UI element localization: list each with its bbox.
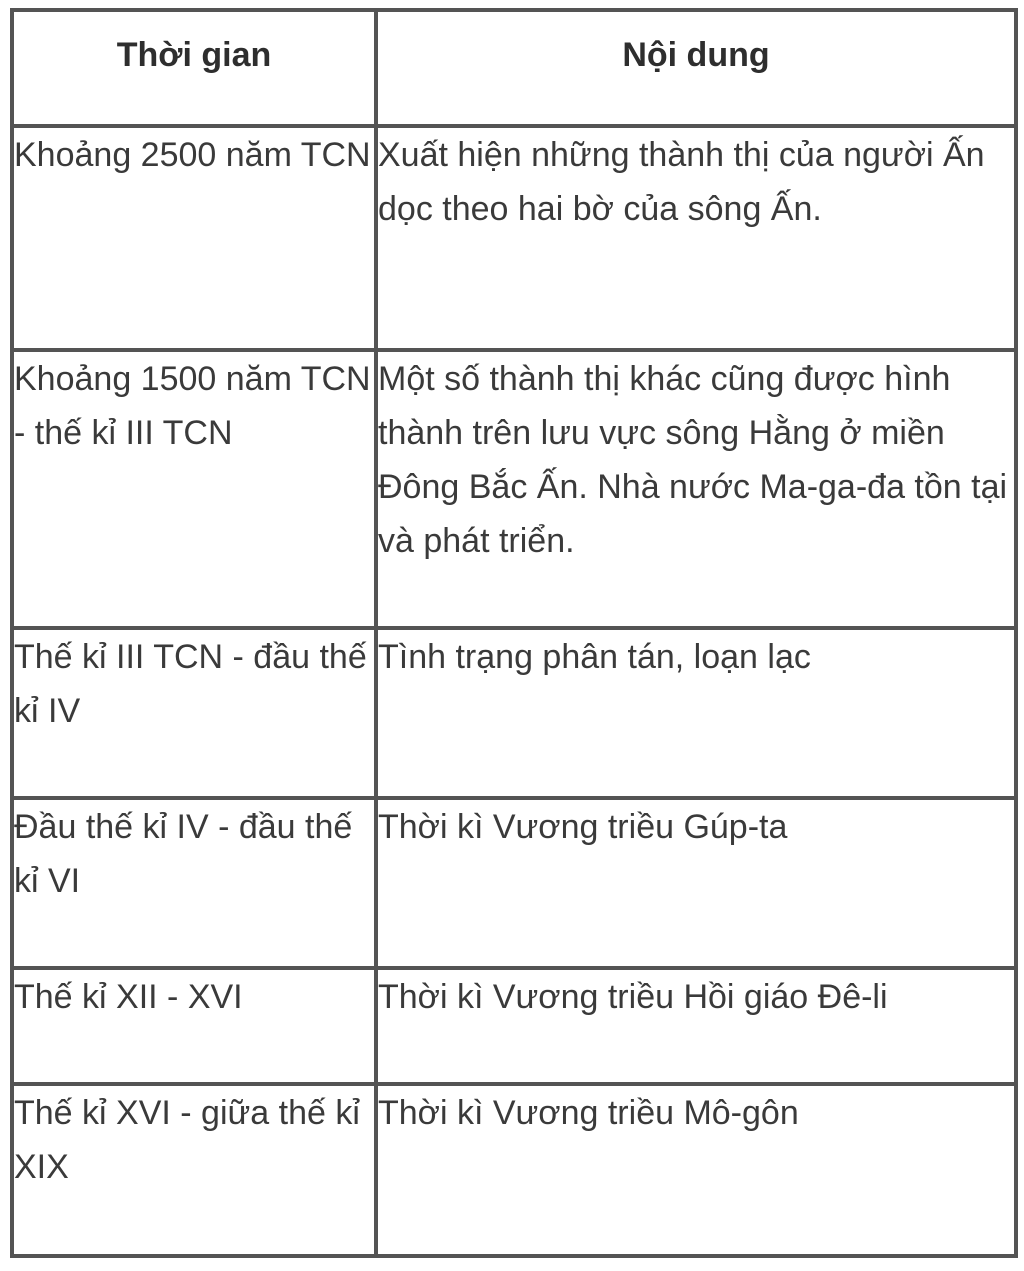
content-cell: Thời kì Vương triều Mô-gôn [376,1084,1016,1256]
timeline-table [10,8,1018,1258]
time-cell: Thế kỉ XII - XVI [12,968,376,1084]
time-cell: Thế kỉ III TCN - đầu thế kỉ IV [12,628,376,798]
table-row [12,350,1016,628]
header-time: Thời gian [12,10,376,126]
table-row [12,968,1016,1084]
time-cell: Khoảng 1500 năm TCN - thế kỉ III TCN [12,350,376,628]
table-row [12,628,1016,798]
header-content: Nội dung [376,10,1016,126]
time-cell: Khoảng 2500 năm TCN [12,126,376,350]
content-cell: Thời kì Vương triều Gúp-ta [376,798,1016,968]
table-row [12,1084,1016,1256]
table-row [12,126,1016,350]
time-cell: Đầu thế kỉ IV - đầu thế kỉ VI [12,798,376,968]
content-cell: Một số thành thị khác cũng được hình thành trên lưu vực sông Hằng ở miền Đông Bắc Ấn. Nhà nước Ma-ga-đa tồn tại và phát triển. [376,350,1016,628]
content-cell: Tình trạng phân tán, loạn lạc [376,628,1016,798]
content-cell: Thời kì Vương triều Hồi giáo Đê-li [376,968,1016,1084]
table-header-row [12,10,1016,126]
table-row [12,798,1016,968]
content-cell: Xuất hiện những thành thị của người Ấn dọc theo hai bờ của sông Ấn. [376,126,1016,350]
time-cell: Thế kỉ XVI - giữa thế kỉ XIX [12,1084,376,1256]
